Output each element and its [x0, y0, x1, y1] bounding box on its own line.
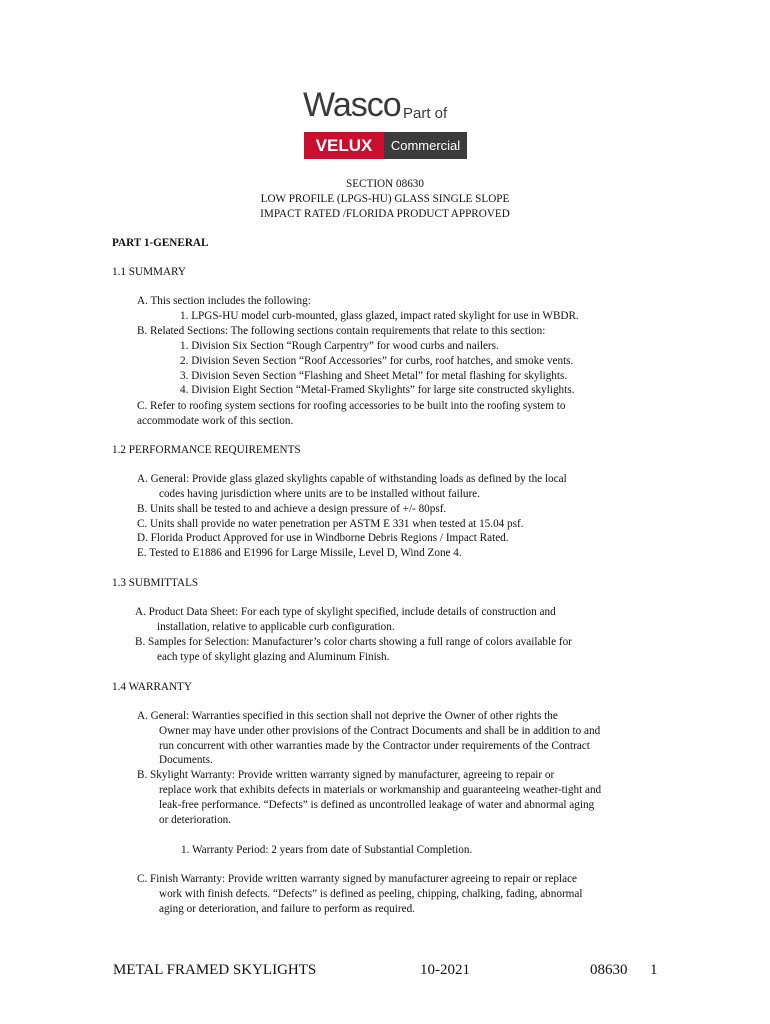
part-of-label: Part of	[403, 105, 448, 122]
performance-item-b: B. Units shall be tested to and achieve a design pressure of +/- 80psf.	[137, 503, 447, 515]
warranty-item-a-line1: A. General: Warranties specified in this section shall not deprive the Owner of other rights the	[137, 710, 558, 722]
warranty-item-b1: 1. Warranty Period: 2 years from date of Substantial Completion.	[181, 844, 473, 856]
warranty-item-b-line2: replace work that exhibits defects in materials or workmanship and guaranteeing weather-tight and	[159, 784, 602, 796]
warranty-item-a-line4: Documents.	[159, 754, 213, 766]
summary-item-c-line2: accommodate work of this section.	[137, 415, 294, 427]
performance-item-d: D. Florida Product Approved for use in Windborne Debris Regions / Impact Rated.	[137, 532, 509, 544]
part-heading: PART 1-GENERAL	[112, 237, 209, 249]
submittals-item-a-line1: A. Product Data Sheet: For each type of skylight specified, include details of construction and	[135, 606, 556, 618]
submittals-item-b-line2: each type of skylight glazing and Aluminum Finish.	[157, 651, 390, 663]
footer-section: 08630	[590, 962, 628, 978]
summary-heading: 1.1 SUMMARY	[112, 266, 186, 278]
section-number: SECTION 08630	[345, 178, 424, 190]
summary-item-b2: 2. Division Seven Section “Roof Accessories” for curbs, roof hatches, and smoke vents.	[180, 355, 574, 367]
page-number: 1	[650, 962, 658, 978]
warranty-item-b-line3: leak-free performance. “Defects” is defined as uncontrolled leakage of water and abnormal aging	[159, 799, 595, 811]
warranty-heading: 1.4 WARRANTY	[112, 681, 192, 693]
performance-item-a-line1: A. General: Provide glass glazed skylights capable of withstanding loads as defined by the local	[137, 473, 567, 485]
warranty-item-c-line2: work with finish defects. “Defects” is defined as peeling, chipping, chalking, fading, abnormal	[159, 888, 583, 900]
performance-item-a-line2: codes having jurisdiction where units are to be installed without failure.	[159, 488, 480, 500]
summary-item-b1: 1. Division Six Section “Rough Carpentry” for wood curbs and nailers.	[180, 340, 499, 352]
footer-title: METAL FRAMED SKYLIGHTS	[113, 962, 317, 978]
warranty-item-b-line4: or deterioration.	[159, 814, 232, 826]
summary-item-a: A. This section includes the following:	[137, 295, 311, 307]
footer-date: 10-2021	[420, 962, 470, 978]
performance-item-c: C. Units shall provide no water penetration per ASTM E 331 when tested at 15.04 psf.	[137, 518, 524, 530]
summary-item-b3: 3. Division Seven Section “Flashing and Sheet Metal” for metal flashing for skylights.	[180, 370, 568, 382]
submittals-heading: 1.3 SUBMITTALS	[112, 577, 199, 589]
warranty-item-b-line1: B. Skylight Warranty: Provide written warranty signed by manufacturer, agreeing to repair or	[137, 769, 555, 781]
warranty-item-c-line3: aging or deterioration, and failure to perform as required.	[159, 903, 415, 915]
summary-item-b: B. Related Sections: The following sections contain requirements that relate to this section:	[137, 325, 546, 337]
performance-heading: 1.2 PERFORMANCE REQUIREMENTS	[112, 444, 301, 456]
summary-item-b4: 4. Division Eight Section “Metal-Framed Skylights” for large site constructed skylights.	[180, 384, 575, 396]
wasco-logo: Wasco	[303, 86, 401, 124]
commercial-label: Commercial	[384, 132, 467, 159]
warranty-item-a-line2: Owner may have under other provisions of the Contract Documents and shall be in addition to and	[159, 725, 601, 737]
submittals-item-a-line2: installation, relative to applicable curb configuration.	[157, 621, 395, 633]
velux-logo: VELUX	[304, 132, 384, 159]
summary-item-c-line1: C. Refer to roofing system sections for roofing accessories to be built into the roofing system to	[137, 400, 566, 412]
submittals-item-b-line1: B. Samples for Selection: Manufacturer’s color charts showing a full range of colors available for	[135, 636, 572, 648]
section-title-line2: IMPACT RATED /FLORIDA PRODUCT APPROVED	[260, 208, 510, 220]
warranty-item-c-line1: C. Finish Warranty: Provide written warranty signed by manufacturer agreeing to repair or replace	[137, 873, 578, 885]
performance-item-e: E. Tested to E1886 and E1996 for Large Missile, Level D, Wind Zone 4.	[137, 547, 462, 559]
section-title-line1: LOW PROFILE (LPGS-HU) GLASS SINGLE SLOPE	[260, 193, 510, 205]
warranty-item-a-line3: run concurrent with other warranties made by the Contractor under requirements of the Contract	[159, 740, 590, 752]
summary-item-a1: 1. LPGS-HU model curb-mounted, glass glazed, impact rated skylight for use in WBDR.	[180, 310, 579, 322]
